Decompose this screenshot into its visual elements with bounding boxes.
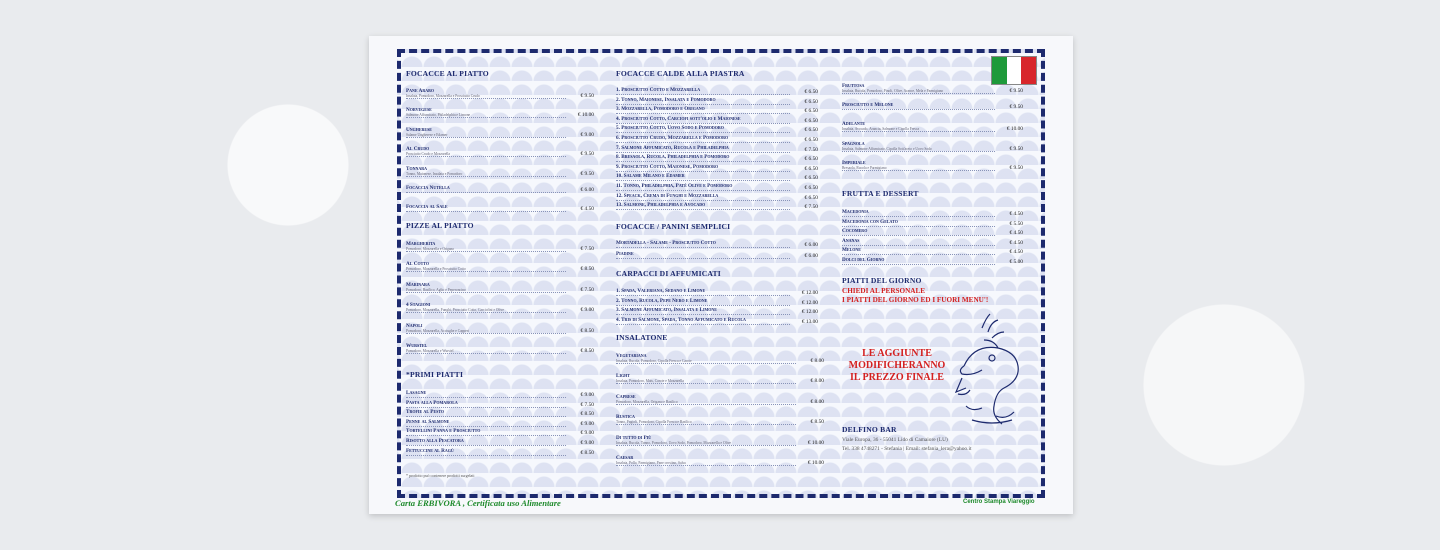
item-price: € 6.50 (804, 117, 818, 124)
menu-item (842, 102, 1023, 112)
item-name: Melone (842, 247, 861, 254)
dotted-leader (616, 104, 790, 105)
menu-item (616, 455, 824, 465)
item-price: € 9.50 (1009, 88, 1023, 94)
item-name: Light (616, 373, 630, 380)
menu-item (616, 154, 818, 164)
item-price: € 9.00 (580, 430, 594, 437)
item-description: Insalata, Salmone Affumicato, Cipolla Sott'aceto e Uovo Sodo (842, 146, 932, 151)
dotted-leader (406, 397, 566, 398)
section-title: PIATTI DEL GIORNO (842, 276, 922, 285)
item-name: Ungherese (406, 126, 432, 133)
section-title: FOCACCE AL PIATTO (406, 69, 489, 78)
item-price: € 10.00 (807, 439, 824, 446)
item-price: € 9.00 (580, 307, 594, 314)
menu-item (406, 390, 594, 400)
item-price: € 8.00 (810, 358, 824, 364)
aggiunte-line: LE AGGIUNTE (862, 348, 932, 359)
section-title: INSALATONE (616, 333, 668, 342)
item-price: € 4.50 (1009, 239, 1023, 246)
menu-sheet (369, 36, 1073, 514)
item-name: Spagnola (842, 140, 865, 147)
item-name: Mortadella - Salame - Prosciutto Cotto (616, 240, 716, 246)
footer-printer-credit: Centro Stampa Viareggio (963, 499, 1035, 505)
dotted-leader (842, 151, 995, 152)
menu-item (842, 121, 1023, 131)
item-description: Insalata, Rucola, Tonno, Pomodoro, Uovo Sodo, Pomodoro, Mozzarella e Olive (616, 440, 731, 445)
item-price: € 9.50 (1009, 145, 1023, 152)
item-description: Pomodoro, Mozzarella e Wurstel (406, 349, 454, 353)
item-price: € 6.50 (804, 185, 818, 191)
item-price: € 7.50 (804, 146, 818, 153)
piatti-line-2: I PIATTI DEL GIORNO ED I FUORI MENU'! (842, 296, 989, 304)
item-price: € 6.00 (804, 252, 818, 259)
menu-item (406, 185, 594, 195)
item-description: Pomodoro, Mozzarella e Origano (406, 247, 455, 251)
item-name: Cocomero (842, 228, 868, 235)
italian-flag-icon (991, 56, 1037, 85)
item-description: Salmone Affumicato, Philadelphia e Limone (406, 113, 471, 118)
menu-item (406, 204, 594, 214)
menu-item (842, 219, 1023, 229)
item-name: Caprese (616, 393, 636, 400)
menu-item (616, 307, 818, 317)
menu-item (616, 125, 818, 135)
dotted-leader (842, 109, 995, 110)
item-name: 9. Prosciutto Cotto, Maionese, Pomodoro (616, 163, 719, 170)
dotted-leader (406, 156, 566, 157)
menu-item (616, 298, 818, 308)
flag-red-stripe (1021, 57, 1036, 84)
item-price: € 10.00 (807, 460, 824, 466)
dotted-leader (406, 176, 566, 177)
menu-item (616, 87, 818, 97)
item-price: € 6.50 (804, 98, 818, 105)
item-price: € 6.50 (804, 137, 818, 143)
item-price: € 12.00 (801, 299, 818, 306)
menu-item (616, 394, 824, 404)
item-description: Insalata, Pomodoro, Mais, Carote e Mozzarella (616, 379, 684, 384)
dotted-leader (616, 209, 790, 210)
menu-item (616, 373, 824, 383)
item-price: € 6.50 (804, 127, 818, 134)
item-price: € 4.50 (580, 206, 594, 213)
menu-item (616, 251, 818, 261)
dotted-leader (842, 93, 995, 94)
dotted-leader (616, 142, 790, 143)
item-description: Tonno, Fagioli, Pomodoro, Cipolla Fresca e Basilico (616, 420, 692, 425)
dotted-leader (616, 314, 790, 315)
menu-item (406, 400, 594, 410)
dotted-leader (406, 407, 566, 408)
dotted-leader (616, 180, 790, 181)
item-name: Pane Arabo (406, 88, 434, 94)
item-price: € 5.50 (1009, 220, 1023, 227)
menu-item (842, 257, 1023, 267)
dotted-leader (616, 258, 790, 259)
item-price: € 6.50 (804, 156, 818, 163)
dotted-leader (406, 445, 566, 446)
item-name: Vegetariana (616, 353, 647, 359)
dotted-leader (406, 353, 566, 354)
section-title: FOCACCE / PANINI SEMPLICI (616, 222, 731, 231)
menu-item (406, 323, 594, 333)
menu-item (616, 135, 818, 145)
item-price: € 6.50 (804, 194, 818, 201)
dotted-leader (616, 190, 790, 191)
item-price: € 6.50 (804, 165, 818, 172)
item-description: Insalata, Avocado, Arancia, Salmone e Cipolla Fresca (842, 127, 920, 132)
menu-item (406, 438, 594, 448)
item-name: 2. Tonno, Maionese, Insalata e Pomodoro (616, 96, 716, 103)
dotted-leader (842, 131, 995, 132)
item-name: Trofie al Pesto (406, 409, 445, 416)
item-price: € 4.50 (1009, 230, 1023, 237)
item-description: Pomodoro, Mozzarella, Acciughe e Capperi (406, 328, 470, 333)
item-name: Al Cotto (406, 261, 429, 268)
item-name: 4. Prosciutto Cotto, Carciofi sott'olio e Maionese (616, 115, 741, 122)
item-name: Macedonia (842, 209, 869, 215)
item-name: 12. Speack, Crema di Funghi e Mozzarella (616, 192, 719, 199)
dotted-leader (616, 132, 790, 133)
item-name: 5. Prosciutto Cotto, Uovo Sodo e Pomodoro (616, 125, 724, 132)
menu-item (406, 419, 594, 429)
dotted-leader (406, 435, 566, 436)
menu-item (842, 228, 1023, 238)
menu-item (406, 88, 594, 98)
item-price: € 10.00 (1006, 126, 1023, 133)
item-price: € 9.50 (580, 151, 594, 158)
item-name: Fruttosa (842, 83, 865, 89)
item-price: € 8.50 (580, 449, 594, 456)
item-description: Pomodoro, Basilico, Aglio e Peperoncino (406, 287, 466, 292)
dotted-leader (406, 117, 566, 118)
dotted-leader (616, 295, 790, 296)
item-price: € 12.00 (801, 309, 818, 316)
dotted-leader (616, 113, 790, 114)
item-price: € 9.00 (580, 440, 594, 446)
item-price: € 6.50 (804, 108, 818, 115)
item-name: Tonnara (406, 165, 428, 172)
dotted-leader (406, 455, 566, 456)
piatti-line-1: CHIEDI AL PERSONALE (842, 287, 926, 295)
dotted-leader (616, 200, 790, 201)
bar-contact: Tel. 338 4748271 - Stefania | Email: stefania_lera@yahoo.it (842, 446, 972, 452)
item-description: Insalata, Pollo, Parmigiano, Pane crostino, Salsa (616, 461, 686, 465)
menu-item (616, 106, 818, 116)
section-title: FRUTTA E DESSERT (842, 189, 919, 198)
menu-item (406, 166, 594, 176)
item-price: € 7.50 (580, 246, 594, 252)
menu-item (406, 428, 594, 438)
menu-item (406, 107, 594, 117)
menu-item (616, 164, 818, 174)
item-price: € 9.50 (580, 93, 594, 99)
item-price: € 4.50 (1009, 249, 1023, 256)
menu-item (616, 240, 818, 250)
item-name: Rustica (616, 414, 635, 421)
item-name: 8. Bresaola, Rucola, Philadelphia e Pomodoro (616, 154, 730, 161)
item-price: € 12.00 (801, 290, 818, 296)
item-name: Napoli (406, 322, 423, 329)
item-name: Pasta alla Pomarola (406, 399, 458, 406)
item-price: € 9.50 (1009, 104, 1023, 111)
item-name: Al Crudo (406, 146, 430, 153)
dotted-leader (842, 216, 995, 217)
dotted-leader (406, 426, 566, 427)
bar-name: DELFINO BAR (842, 425, 897, 434)
item-price: € 9.50 (580, 170, 594, 177)
item-description: Tonno, Maionese, Insalata e Pomodoro (406, 171, 463, 176)
item-price: € 8.50 (580, 411, 594, 418)
dotted-leader (406, 333, 566, 334)
menu-item (616, 288, 818, 298)
menu-item (842, 247, 1023, 257)
item-name: 7. Salmone Affumicato, Rucola e Philadelphia (616, 144, 729, 151)
menu-item (616, 145, 818, 155)
item-price: € 6.00 (580, 187, 594, 193)
item-price: € 4.50 (1009, 211, 1023, 217)
item-name: Piadine (616, 250, 634, 257)
dotted-leader (842, 170, 995, 171)
menu-item (616, 173, 818, 183)
item-price: € 6.50 (804, 175, 818, 182)
menu-item (406, 409, 594, 419)
item-name: Caesar (616, 455, 634, 461)
item-price: € 7.50 (580, 286, 594, 293)
item-description: Prosciutto Crudo e Mozzarella (406, 152, 451, 157)
item-description: Pomodoro, Mozzarella e Prosciutto Cotto (406, 267, 466, 272)
menu-item (616, 116, 818, 126)
section-title: PIZZE AL PIATTO (406, 221, 474, 230)
item-name: Imperiale (842, 159, 866, 166)
dotted-leader (842, 254, 995, 255)
dotted-leader (406, 98, 566, 99)
dotted-leader (842, 235, 995, 236)
footer-paper-note: Carta ERBIVORA , Certificata uso Alimentare (395, 498, 561, 508)
menu-item (842, 141, 1023, 151)
item-description: Pomodoro, Mozzarella, Origano e Basilico (616, 399, 678, 404)
item-price: € 9.00 (580, 420, 594, 427)
dotted-leader (406, 292, 566, 293)
item-price: € 9.50 (1009, 164, 1023, 171)
menu-item (842, 160, 1023, 170)
dotted-leader (406, 192, 566, 193)
menu-item (406, 282, 594, 292)
item-price: € 8.50 (580, 327, 594, 334)
item-name: 1. Spada, Valeriana, Sedano e Limone (616, 288, 706, 294)
menu-item (406, 146, 594, 156)
item-price: € 7.50 (580, 401, 594, 408)
section-title: CARPACCI DI AFFUMICATI (616, 269, 721, 278)
dotted-leader (406, 211, 566, 212)
dotted-leader (616, 404, 796, 405)
item-name: 3. Salmone Affumicato, Insalata e Limone (616, 307, 717, 314)
item-name: Risotto alla Pescatora (406, 438, 464, 444)
flag-green-stripe (992, 57, 1007, 84)
item-description: Insalata, Pomodoro, Mozzarella e Prosciutto Crudo (406, 94, 480, 98)
bar-address: Viale Europa, 36 - 55041 Lido di Camaiore (LU) (842, 437, 948, 443)
primi-footnote: * prodotto può contenere prodotti surgelati (406, 473, 475, 478)
item-name: Adelante (842, 121, 866, 128)
item-name: Di tutto di Più (616, 434, 652, 441)
item-description: Bresaola, Rucola e Parmigiano (842, 165, 887, 170)
item-price: € 8.50 (580, 266, 594, 273)
dotted-leader (616, 383, 796, 384)
dotted-leader (616, 305, 790, 306)
item-name: 11. Tonno, Philadelphia, Paté Olive e Pomodoro (616, 183, 733, 189)
item-price: € 6.00 (804, 242, 818, 248)
section-title: FOCACCE CALDE ALLA PIASTRA (616, 69, 745, 78)
item-description: Insalata, Rucola, Pomodoro, Pinoli, Olive, Arance, Mela e Parmigiano (842, 89, 944, 93)
menu-item (406, 302, 594, 312)
menu-item (842, 209, 1023, 219)
dotted-leader (406, 416, 566, 417)
item-price: € 8.00 (810, 398, 824, 405)
aggiunte-line: MODIFICHERANNO (848, 360, 946, 371)
dotted-leader (406, 137, 566, 138)
item-price: € 7.50 (804, 204, 818, 211)
menu-item (616, 317, 818, 327)
item-price: € 8.50 (580, 348, 594, 354)
menu-item (616, 435, 824, 445)
dotted-leader (842, 264, 995, 265)
item-name: 3. Mozzarella, Pomodoro e Origano (616, 106, 705, 113)
menu-item (616, 202, 818, 212)
aggiunte-line: IL PREZZO FINALE (850, 372, 944, 383)
menu-item (406, 343, 594, 353)
menu-item (616, 353, 824, 363)
dotted-leader (616, 465, 796, 466)
dotted-leader (616, 363, 796, 364)
item-name: 1. Prosciutto Cotto e Mozzarella (616, 87, 701, 93)
item-name: Marinara (406, 281, 430, 288)
dotted-leader (616, 445, 796, 446)
flag-white-stripe (1007, 57, 1022, 84)
dotted-leader (616, 424, 796, 425)
item-name: Fettuccine al Ragù (406, 447, 454, 454)
dolphin-illustration (952, 308, 1034, 428)
dotted-leader (616, 171, 790, 172)
dotted-leader (406, 251, 566, 252)
dotted-leader (616, 123, 790, 124)
item-name: 4 Stagioni (406, 302, 431, 309)
item-name: 2. Tonno, Rucola, Pepe Nero e Limone (616, 297, 708, 304)
dotted-leader (616, 152, 790, 153)
dotted-leader (616, 161, 790, 162)
item-price: € 8.00 (810, 378, 824, 385)
item-name: 4. Tris di Salmone, Spada, Tonno Affumicato e Rucola (616, 317, 746, 324)
item-name: 10. Salame Milano e Edamer (616, 173, 685, 180)
item-name: Macedonia con Gelato (842, 218, 898, 225)
menu-item (406, 448, 594, 458)
item-price: € 13.00 (801, 319, 818, 326)
section-title: *PRIMI PIATTI (406, 370, 464, 379)
item-name: Dolci del Giorno (842, 257, 885, 263)
menu-item (616, 97, 818, 107)
item-name: Prosciutto e Melone (842, 102, 894, 109)
item-description: Pomodoro, Mozzarella, Funghi, Prosciutto Cotto, Carciofini e Olive (406, 308, 504, 313)
item-price: € 9.00 (580, 392, 594, 398)
menu-item (616, 183, 818, 193)
dotted-leader (406, 271, 566, 272)
item-name: 6. Prosciutto Crudo, Mozzarella e Pomodoro (616, 135, 729, 141)
menu-item (406, 127, 594, 137)
dotted-leader (406, 312, 566, 313)
dotted-leader (616, 324, 790, 325)
dotted-leader (842, 226, 995, 227)
menu-item (406, 261, 594, 271)
dotted-leader (616, 247, 790, 248)
item-name: Norvegese (406, 107, 432, 114)
item-description: Salame Ungherese e Edamer (406, 132, 448, 137)
item-name: Ananas (842, 237, 860, 244)
menu-item (616, 193, 818, 203)
item-name: Focaccia Nutella (406, 185, 450, 191)
item-price: € 6.50 (804, 89, 818, 95)
item-name: Focaccia al Sale (406, 204, 448, 211)
menu-item (842, 238, 1023, 248)
item-name: Wurstel (406, 343, 428, 349)
item-price: € 9.00 (580, 131, 594, 138)
item-name: Penne al Salmone (406, 418, 450, 425)
menu-item (616, 414, 824, 424)
item-name: Lasagne (406, 390, 427, 396)
item-description: Insalata, Rucola, Pomodoro, Cipolla Fresca e Carote (616, 359, 692, 363)
item-price: € 5.00 (1009, 259, 1023, 265)
item-price: € 8.50 (810, 419, 824, 426)
item-name: Tortellini Panna e Prosciutto (406, 428, 481, 435)
dotted-leader (616, 94, 790, 95)
menu-item (842, 83, 1023, 93)
dotted-leader (842, 245, 995, 246)
menu-item (406, 241, 594, 251)
item-name: 13. Salmone, Philadelphia e Avocado (616, 202, 706, 209)
item-name: Margherita (406, 241, 436, 247)
item-price: € 10.00 (577, 112, 594, 119)
